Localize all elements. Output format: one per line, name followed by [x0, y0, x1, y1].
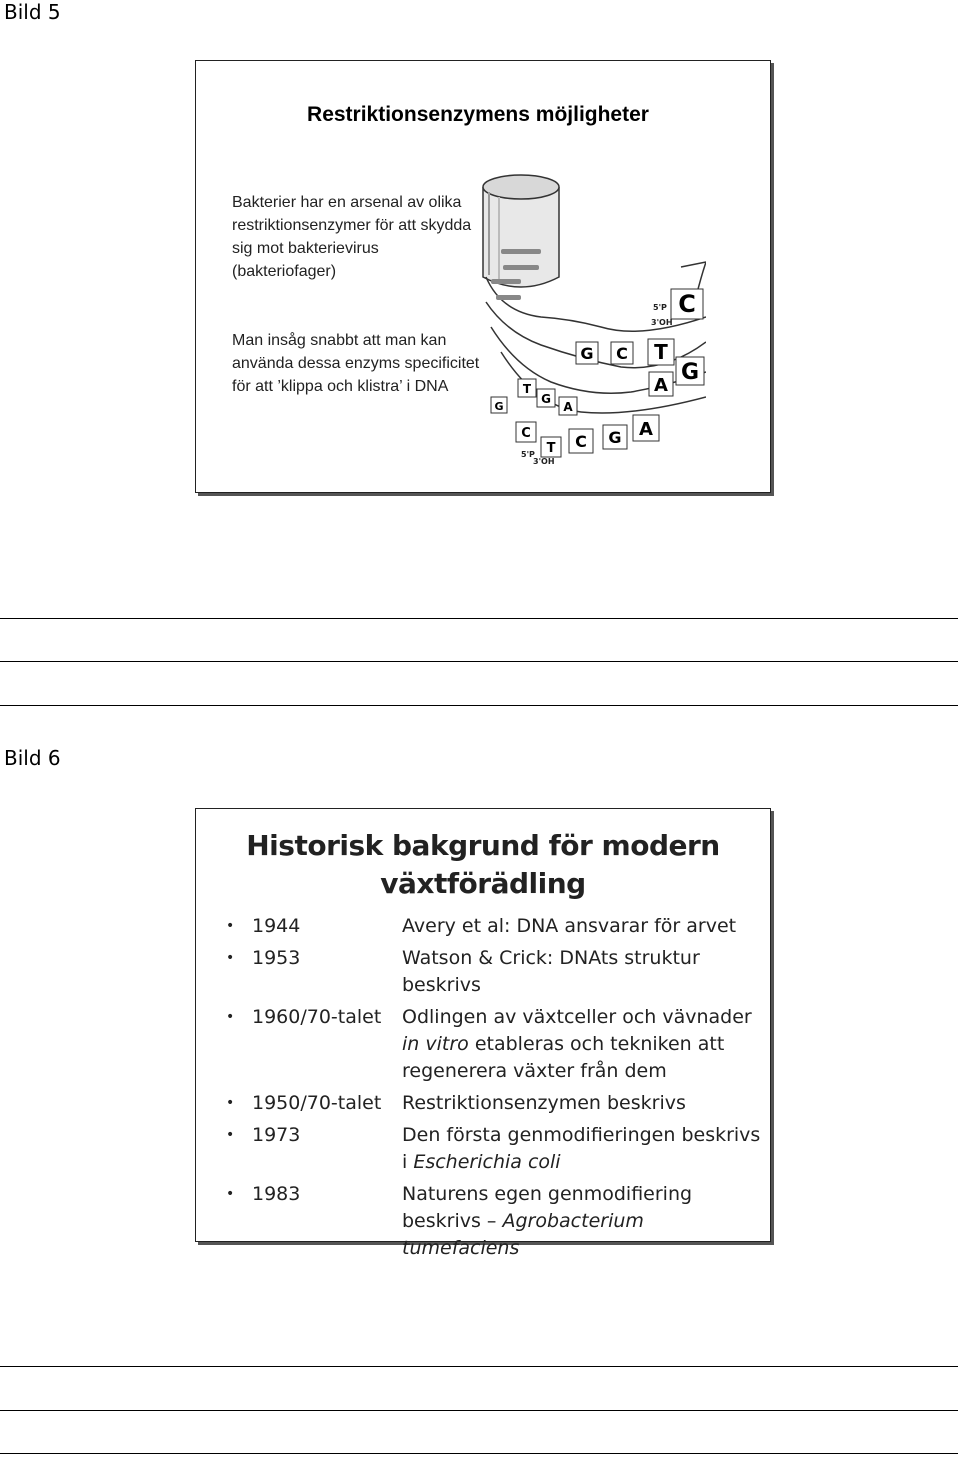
base-label: T: [522, 382, 532, 396]
timeline-item: [226, 945, 766, 999]
timeline-text: [402, 1122, 762, 1176]
slide-6: [195, 808, 771, 1259]
base-label: G: [494, 400, 504, 413]
bullet: •: [226, 1127, 235, 1143]
timeline-year: 1950/70-talet: [252, 1092, 382, 1114]
timeline-list: [226, 913, 766, 1267]
base-label: A: [654, 375, 668, 396]
base-label: G: [680, 360, 700, 385]
base-label: C: [575, 432, 587, 451]
timeline-item: [226, 1122, 766, 1176]
slide-5-paragraph-2: Man insåg snabbt att man kan använda dessa enzyms specificitet för att ’klippa och klistra’ i DNA: [232, 332, 480, 395]
timeline-text: Watson & Crick: DNAts struktur beskrivs: [402, 947, 700, 996]
note-line: [0, 661, 958, 662]
timeline-text: [402, 1181, 762, 1262]
timeline-year: 1944: [252, 915, 301, 937]
slide-label-5: Bild 5: [4, 0, 61, 24]
base-label: A: [563, 400, 573, 414]
base-label: G: [608, 428, 622, 447]
end-label: 5'P: [653, 303, 667, 312]
timeline-text: [402, 1004, 762, 1085]
note-line: [0, 1410, 958, 1411]
timeline-item: [226, 1004, 766, 1085]
end-label: 3'OH: [651, 318, 673, 327]
slide-5-title: Restriktionsenzymens möjligheter: [307, 103, 649, 126]
italic-term: in vitro: [402, 1033, 469, 1055]
base-label: C: [616, 344, 628, 363]
bullet: •: [226, 918, 235, 934]
note-line: [0, 1453, 958, 1454]
timeline-year: 1973: [252, 1124, 301, 1146]
slide-5-paragraph-1: Bakterier har en arsenal av olika restriktionsenzymer för att skydda sig mot bakterievirus (bakteriofager): [232, 194, 472, 280]
slide-6-title: Historisk bakgrund för modern växtförädling: [246, 829, 720, 900]
timeline-year: 1953: [252, 947, 301, 969]
timeline-year: 1983: [252, 1183, 301, 1205]
base-label: A: [639, 419, 653, 440]
note-line: [0, 618, 958, 619]
timeline-text: Avery et al: DNA ansvarar för arvet: [402, 915, 737, 937]
base-label: G: [541, 392, 551, 406]
italic-term: Escherichia coli: [413, 1151, 561, 1173]
timeline-item: [226, 913, 766, 940]
slide-label-6: Bild 6: [4, 746, 61, 770]
note-line: [0, 705, 958, 706]
italic-term: Agrobacterium tumefaciens: [402, 1210, 644, 1259]
bullet: •: [226, 1095, 235, 1111]
text-part: Naturens egen genmodifiering beskrivs –: [402, 1183, 693, 1232]
base-label: G: [580, 344, 594, 363]
timeline-item: [226, 1181, 766, 1262]
bullet: •: [226, 950, 235, 966]
note-line: [0, 1366, 958, 1367]
slide-5: [195, 60, 771, 493]
enzyme-cylinder: [483, 175, 559, 287]
base-label: T: [654, 340, 668, 364]
base-label: C: [678, 290, 696, 318]
end-label: 3'OH: [533, 457, 555, 466]
base-label: C: [521, 426, 531, 441]
bullet: •: [226, 1009, 235, 1025]
timeline-year: 1960/70-talet: [252, 1006, 382, 1028]
end-label: 5'P: [521, 450, 535, 459]
timeline-text: Restriktionsenzymen beskrivs: [402, 1092, 686, 1114]
base-label: T: [546, 441, 556, 456]
text-part: Odlingen av växtceller och vävnader: [402, 1006, 752, 1028]
dna-helix-figure: [481, 167, 706, 467]
timeline-item: [226, 1090, 766, 1117]
text-part: etableras och tekniken att regenerera växter från dem: [402, 1033, 725, 1082]
dna-bases: [491, 289, 704, 457]
bullet: •: [226, 1186, 235, 1202]
text-part: Den första genmodifieringen beskrivs i: [402, 1124, 761, 1173]
